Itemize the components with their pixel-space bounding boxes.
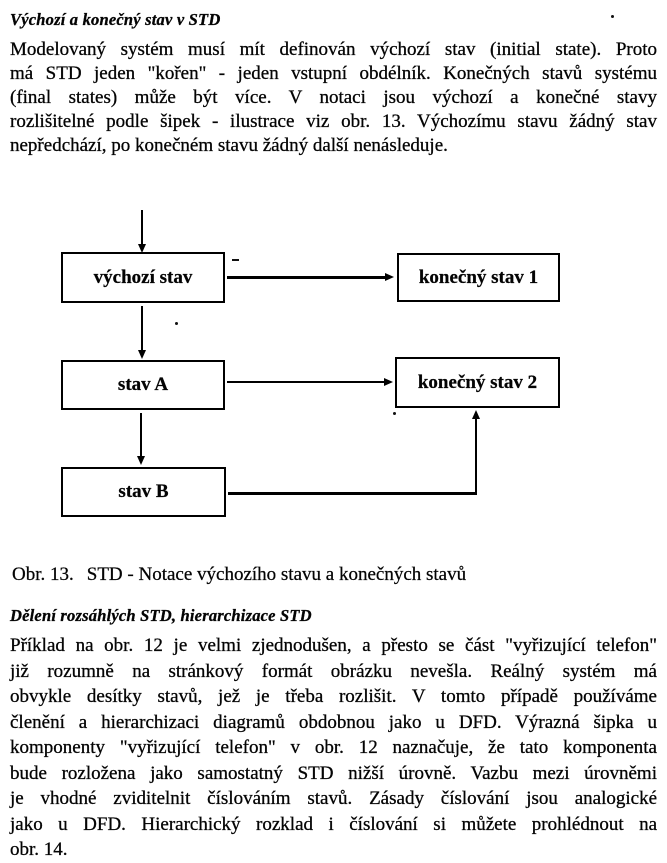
text-line: rozlišitelné podle šipek - ilustrace viz obr. 13. Výchozímu stavu žádný stav (10, 111, 657, 132)
text-line: komponenty "vyřizující telefon" v obr. 12 naznačuje, že tato komponenta (10, 737, 657, 758)
text-line: jako u DFD. Hierarchický rozklad i číslování si můžete prohlédnout na (10, 813, 657, 835)
arrow-vychozi-to-stav-a (141, 306, 143, 350)
state-box-konecny-stav-1 (397, 253, 560, 302)
section-heading-hierarchization: Dělení rozsáhlých STD, hierarchizace STD (10, 606, 312, 625)
arrow-stav-a-to-konecny2 (227, 381, 385, 383)
scan-artifact-dash (232, 259, 239, 261)
text-line: již rozumně na stránkový formát obrázku nevešla. Reálný systém má (10, 660, 657, 682)
arrow-stav-a-to-stav-b (140, 413, 142, 456)
figure-caption-text: STD - Notace výchozího stavu a konečných stavů (86, 564, 467, 585)
arrow-entry-to-vychozi-stav (141, 210, 143, 244)
state-box-vychozi-stav (61, 252, 225, 303)
state-box-label: konečný stav 1 (418, 266, 539, 288)
text-line: Modelovaný systém musí mít definován výchozí stav (initial state). Proto (10, 39, 657, 60)
text-line: nepředchází, po konečném stavu žádný další nenásleduje. (10, 135, 448, 156)
arrowhead-right-icon (385, 273, 394, 281)
figure-caption (12, 563, 466, 587)
text-line: (final states) může být více. V notaci jsou výchozí a konečné stavy (10, 87, 657, 108)
state-box-stav-b (61, 467, 226, 517)
figure-caption-number: Obr. 13. (12, 564, 74, 585)
text-line: obvykle desítky stavů, jež je třeba rozlišit. V tomto případě používáme (10, 686, 657, 707)
arrow-stav-b-to-konecny2-vertical (475, 419, 477, 493)
arrowhead-right-icon (384, 378, 393, 386)
arrowhead-down-icon (137, 456, 145, 465)
state-box-label: stav A (117, 374, 169, 395)
arrowhead-down-icon (138, 350, 146, 359)
text-line: Příklad na obr. 12 je velmi zjednodušen, a přesto se část "vyřizující telefon" (10, 635, 657, 656)
arrow-stav-b-to-konecny2-horizontal (228, 492, 477, 495)
scan-artifact-dot (175, 322, 178, 325)
arrow-vychozi-to-konecny1 (227, 276, 386, 279)
state-box-label: konečný stav 2 (417, 371, 538, 393)
state-box-konecny-stav-2 (395, 357, 560, 408)
state-box-label: výchozí stav (93, 266, 193, 288)
text-line: členění a hierarchizaci diagramů obdobnou jako u DFD. Výrazná šipka u (10, 711, 657, 733)
paragraph-hierarchization (10, 633, 657, 863)
scan-artifact-dot (393, 412, 396, 415)
state-box-stav-a (61, 360, 225, 410)
text-line: obr. 14. (10, 839, 68, 860)
scan-artifact-dot (611, 15, 614, 18)
section-heading-initial-final-state: Výchozí a konečný stav v STD (10, 10, 221, 29)
state-box-label: stav B (118, 481, 169, 502)
text-line: je vhodné zviditelnit číslováním stavů. Zásady číslování jsou analogické (10, 788, 657, 809)
arrowhead-up-icon (472, 410, 480, 419)
text-line: bude rozložena jako samostatný STD nižší úrovně. Vazbu mezi úrovněmi (10, 762, 657, 784)
text-line: má STD jeden "kořen" - jeden vstupní obdélník. Konečných stavů systému (10, 63, 657, 84)
